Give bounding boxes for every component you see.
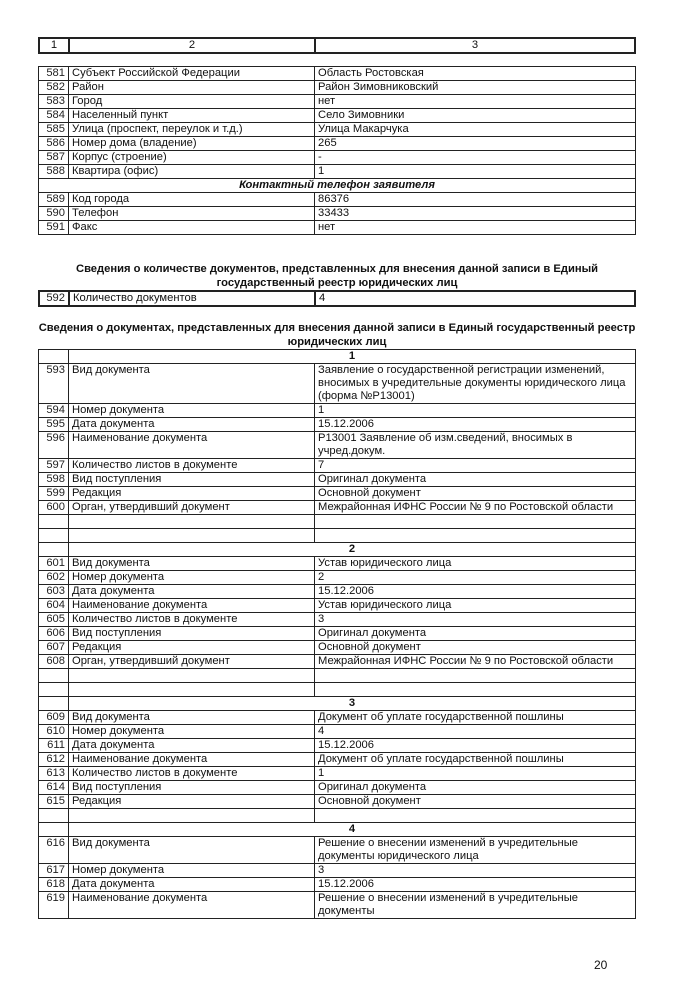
row-label: Дата документа: [69, 878, 315, 892]
table-row: [39, 585, 636, 599]
row-label: Наименование документа: [69, 753, 315, 767]
empty-cell: [39, 683, 69, 697]
row-number: 586: [39, 137, 69, 151]
row-number: 614: [39, 781, 69, 795]
phone-section-header: [39, 179, 636, 193]
table-row: [39, 739, 636, 753]
row-value: 265: [315, 137, 636, 151]
row-number: 587: [39, 151, 69, 165]
document-group-header-label: 1: [69, 350, 636, 364]
row-value: Документ об уплате государственной пошлины: [315, 711, 636, 725]
document-group-header: [39, 543, 636, 557]
count-heading: Сведения о количестве документов, представленных для внесения данной записи в Единый государственный реестр юридических лиц: [75, 263, 599, 289]
row-number: 616: [39, 837, 69, 864]
table-row: [39, 599, 636, 613]
row-value: Устав юридического лица: [315, 557, 636, 571]
row-number: 599: [39, 487, 69, 501]
table-row: [39, 207, 636, 221]
empty-cell: [69, 529, 315, 543]
row-label: Улица (проспект, переулок и т.д.): [69, 123, 315, 137]
row-label: Номер документа: [69, 725, 315, 739]
document-group-header-label: 3: [69, 697, 636, 711]
row-number: 600: [39, 501, 69, 515]
table-row: [39, 753, 636, 767]
row-label: Количество листов в документе: [69, 613, 315, 627]
row-value: Оригинал документа: [315, 473, 636, 487]
table-row: [39, 711, 636, 725]
row-label: Вид документа: [69, 557, 315, 571]
row-value: Межрайонная ИФНС России № 9 по Ростовской области: [315, 501, 636, 515]
row-number: 598: [39, 473, 69, 487]
row-number: 601: [39, 557, 69, 571]
table-row: [39, 501, 636, 515]
table-row: [39, 123, 636, 137]
phone-section-title: Контактный телефон заявителя: [39, 179, 636, 193]
document-group-header: [39, 350, 636, 364]
table-row: [39, 571, 636, 585]
empty-cell: [39, 543, 69, 557]
row-number: 605: [39, 613, 69, 627]
column-2-header: 2: [69, 38, 315, 53]
document-group-header: [39, 697, 636, 711]
row-label: Дата документа: [69, 585, 315, 599]
row-value: Основной документ: [315, 487, 636, 501]
row-value: Устав юридического лица: [315, 599, 636, 613]
row-label: Вид документа: [69, 364, 315, 404]
row-value: Решение о внесении изменений в учредительные документы: [315, 892, 636, 919]
address-table: [38, 66, 636, 235]
table-row: [39, 109, 636, 123]
column-1-header: 1: [39, 38, 69, 53]
row-label: Дата документа: [69, 418, 315, 432]
row-label: Количество листов в документе: [69, 459, 315, 473]
row-label: Номер документа: [69, 404, 315, 418]
row-label: Вид поступления: [69, 473, 315, 487]
row-number: 588: [39, 165, 69, 179]
table-row: [39, 655, 636, 669]
row-value: Документ об уплате государственной пошлины: [315, 753, 636, 767]
table-row: [39, 487, 636, 501]
row-value: 1: [315, 404, 636, 418]
documents-table: [38, 349, 636, 919]
document-group-header: [39, 823, 636, 837]
row-label: Орган, утвердивший документ: [69, 501, 315, 515]
empty-cell: [69, 515, 315, 529]
empty-cell: [315, 669, 636, 683]
empty-cell: [39, 529, 69, 543]
row-label: Наименование документа: [69, 892, 315, 919]
document-group-header-label: 2: [69, 543, 636, 557]
row-value: 3: [315, 864, 636, 878]
row-value: Улица Макарчука: [315, 123, 636, 137]
row-number: 617: [39, 864, 69, 878]
row-number: 615: [39, 795, 69, 809]
row-label: Количество документов: [69, 291, 315, 306]
row-value: Межрайонная ИФНС России № 9 по Ростовской области: [315, 655, 636, 669]
row-number: 584: [39, 109, 69, 123]
empty-cell: [39, 697, 69, 711]
row-label: Редакция: [69, 487, 315, 501]
empty-cell: [69, 669, 315, 683]
row-value: Оригинал документа: [315, 781, 636, 795]
row-label: Телефон: [69, 207, 315, 221]
row-value: 15.12.2006: [315, 585, 636, 599]
row-number: 585: [39, 123, 69, 137]
table-row: [39, 151, 636, 165]
table-row: [39, 165, 636, 179]
row-label: Наименование документа: [69, 432, 315, 459]
row-label: Населенный пункт: [69, 109, 315, 123]
table-row: [39, 473, 636, 487]
row-value: Село Зимовники: [315, 109, 636, 123]
row-number: 603: [39, 585, 69, 599]
row-value: 33433: [315, 207, 636, 221]
table-row: [39, 878, 636, 892]
row-value: 15.12.2006: [315, 418, 636, 432]
row-value: 4: [315, 725, 636, 739]
row-value: Область Ростовская: [315, 67, 636, 81]
row-label: Квартира (офис): [69, 165, 315, 179]
row-label: Количество листов в документе: [69, 767, 315, 781]
table-row: [39, 418, 636, 432]
empty-cell: [315, 809, 636, 823]
column-header-table: [38, 37, 636, 54]
table-row: [39, 725, 636, 739]
row-number: 611: [39, 739, 69, 753]
row-value: Заявление о государственной регистрации изменений, вносимых в учредительные документы юридического лица (форма №Р13001): [315, 364, 636, 404]
row-label: Орган, утвердивший документ: [69, 655, 315, 669]
row-number: 618: [39, 878, 69, 892]
row-value: 1: [315, 165, 636, 179]
row-value: 1: [315, 767, 636, 781]
row-label: Субъект Российской Федерации: [69, 67, 315, 81]
row-value: -: [315, 151, 636, 165]
row-label: Дата документа: [69, 739, 315, 753]
blank-row: [39, 809, 636, 823]
empty-cell: [315, 683, 636, 697]
row-number: 592: [39, 291, 69, 306]
blank-row: [39, 683, 636, 697]
empty-cell: [39, 809, 69, 823]
row-label: Город: [69, 95, 315, 109]
row-value: Основной документ: [315, 795, 636, 809]
row-number: 581: [39, 67, 69, 81]
row-number: 619: [39, 892, 69, 919]
row-number: 593: [39, 364, 69, 404]
row-value: Р13001 Заявление об изм.сведений, вносимых в учред.докум.: [315, 432, 636, 459]
row-number: 606: [39, 627, 69, 641]
table-row: [39, 892, 636, 919]
row-number: 595: [39, 418, 69, 432]
empty-cell: [39, 669, 69, 683]
page-number: 20: [594, 958, 608, 972]
document-group-header-label: 4: [69, 823, 636, 837]
table-row: [39, 781, 636, 795]
empty-cell: [39, 350, 69, 364]
empty-cell: [39, 823, 69, 837]
row-number: 613: [39, 767, 69, 781]
row-label: Номер документа: [69, 571, 315, 585]
row-number: 596: [39, 432, 69, 459]
row-value: Оригинал документа: [315, 627, 636, 641]
row-label: Район: [69, 81, 315, 95]
blank-row: [39, 515, 636, 529]
row-number: 604: [39, 599, 69, 613]
table-row: [39, 193, 636, 207]
row-label: Редакция: [69, 795, 315, 809]
table-row: [39, 95, 636, 109]
row-number: 607: [39, 641, 69, 655]
row-value: 86376: [315, 193, 636, 207]
count-table: [38, 290, 636, 307]
table-row: [39, 81, 636, 95]
table-row: [39, 864, 636, 878]
table-row: [39, 767, 636, 781]
table-row: [39, 613, 636, 627]
row-number: 589: [39, 193, 69, 207]
row-value: 15.12.2006: [315, 878, 636, 892]
table-row: [39, 837, 636, 864]
row-number: 610: [39, 725, 69, 739]
row-value: 2: [315, 571, 636, 585]
row-number: 608: [39, 655, 69, 669]
empty-cell: [69, 683, 315, 697]
row-label: Код города: [69, 193, 315, 207]
row-number: 591: [39, 221, 69, 235]
row-number: 612: [39, 753, 69, 767]
row-value: Решение о внесении изменений в учредительные документы юридического лица: [315, 837, 636, 864]
table-row: [39, 459, 636, 473]
table-row: [39, 795, 636, 809]
table-row: [39, 404, 636, 418]
table-row: [39, 557, 636, 571]
empty-cell: [39, 515, 69, 529]
row-value: 15.12.2006: [315, 739, 636, 753]
row-label: Вид поступления: [69, 627, 315, 641]
row-label: Вид поступления: [69, 781, 315, 795]
row-number: 602: [39, 571, 69, 585]
row-label: Факс: [69, 221, 315, 235]
row-value: Район Зимовниковский: [315, 81, 636, 95]
empty-cell: [315, 529, 636, 543]
table-row: [39, 432, 636, 459]
blank-row: [39, 669, 636, 683]
row-number: 609: [39, 711, 69, 725]
empty-cell: [315, 515, 636, 529]
table-row: [39, 67, 636, 81]
blank-row: [39, 529, 636, 543]
row-value: нет: [315, 95, 636, 109]
row-value: Основной документ: [315, 641, 636, 655]
table-row: [39, 364, 636, 404]
row-label: Номер дома (владение): [69, 137, 315, 151]
row-number: 597: [39, 459, 69, 473]
row-label: Наименование документа: [69, 599, 315, 613]
row-value: нет: [315, 221, 636, 235]
row-number: 582: [39, 81, 69, 95]
table-row: [39, 221, 636, 235]
column-3-header: 3: [315, 38, 635, 53]
row-label: Редакция: [69, 641, 315, 655]
row-value: 7: [315, 459, 636, 473]
row-label: Номер документа: [69, 864, 315, 878]
row-label: Вид документа: [69, 711, 315, 725]
table-row: [39, 641, 636, 655]
table-row: [39, 137, 636, 151]
empty-cell: [69, 809, 315, 823]
row-label: Корпус (строение): [69, 151, 315, 165]
row-number: 590: [39, 207, 69, 221]
row-number: 583: [39, 95, 69, 109]
row-value: 4: [315, 291, 635, 306]
docs-heading: Сведения о документах, представленных для внесения данной записи в Единый государственный реестр юридических лиц: [38, 322, 636, 348]
row-number: 594: [39, 404, 69, 418]
table-row: [39, 627, 636, 641]
row-label: Вид документа: [69, 837, 315, 864]
row-value: 3: [315, 613, 636, 627]
